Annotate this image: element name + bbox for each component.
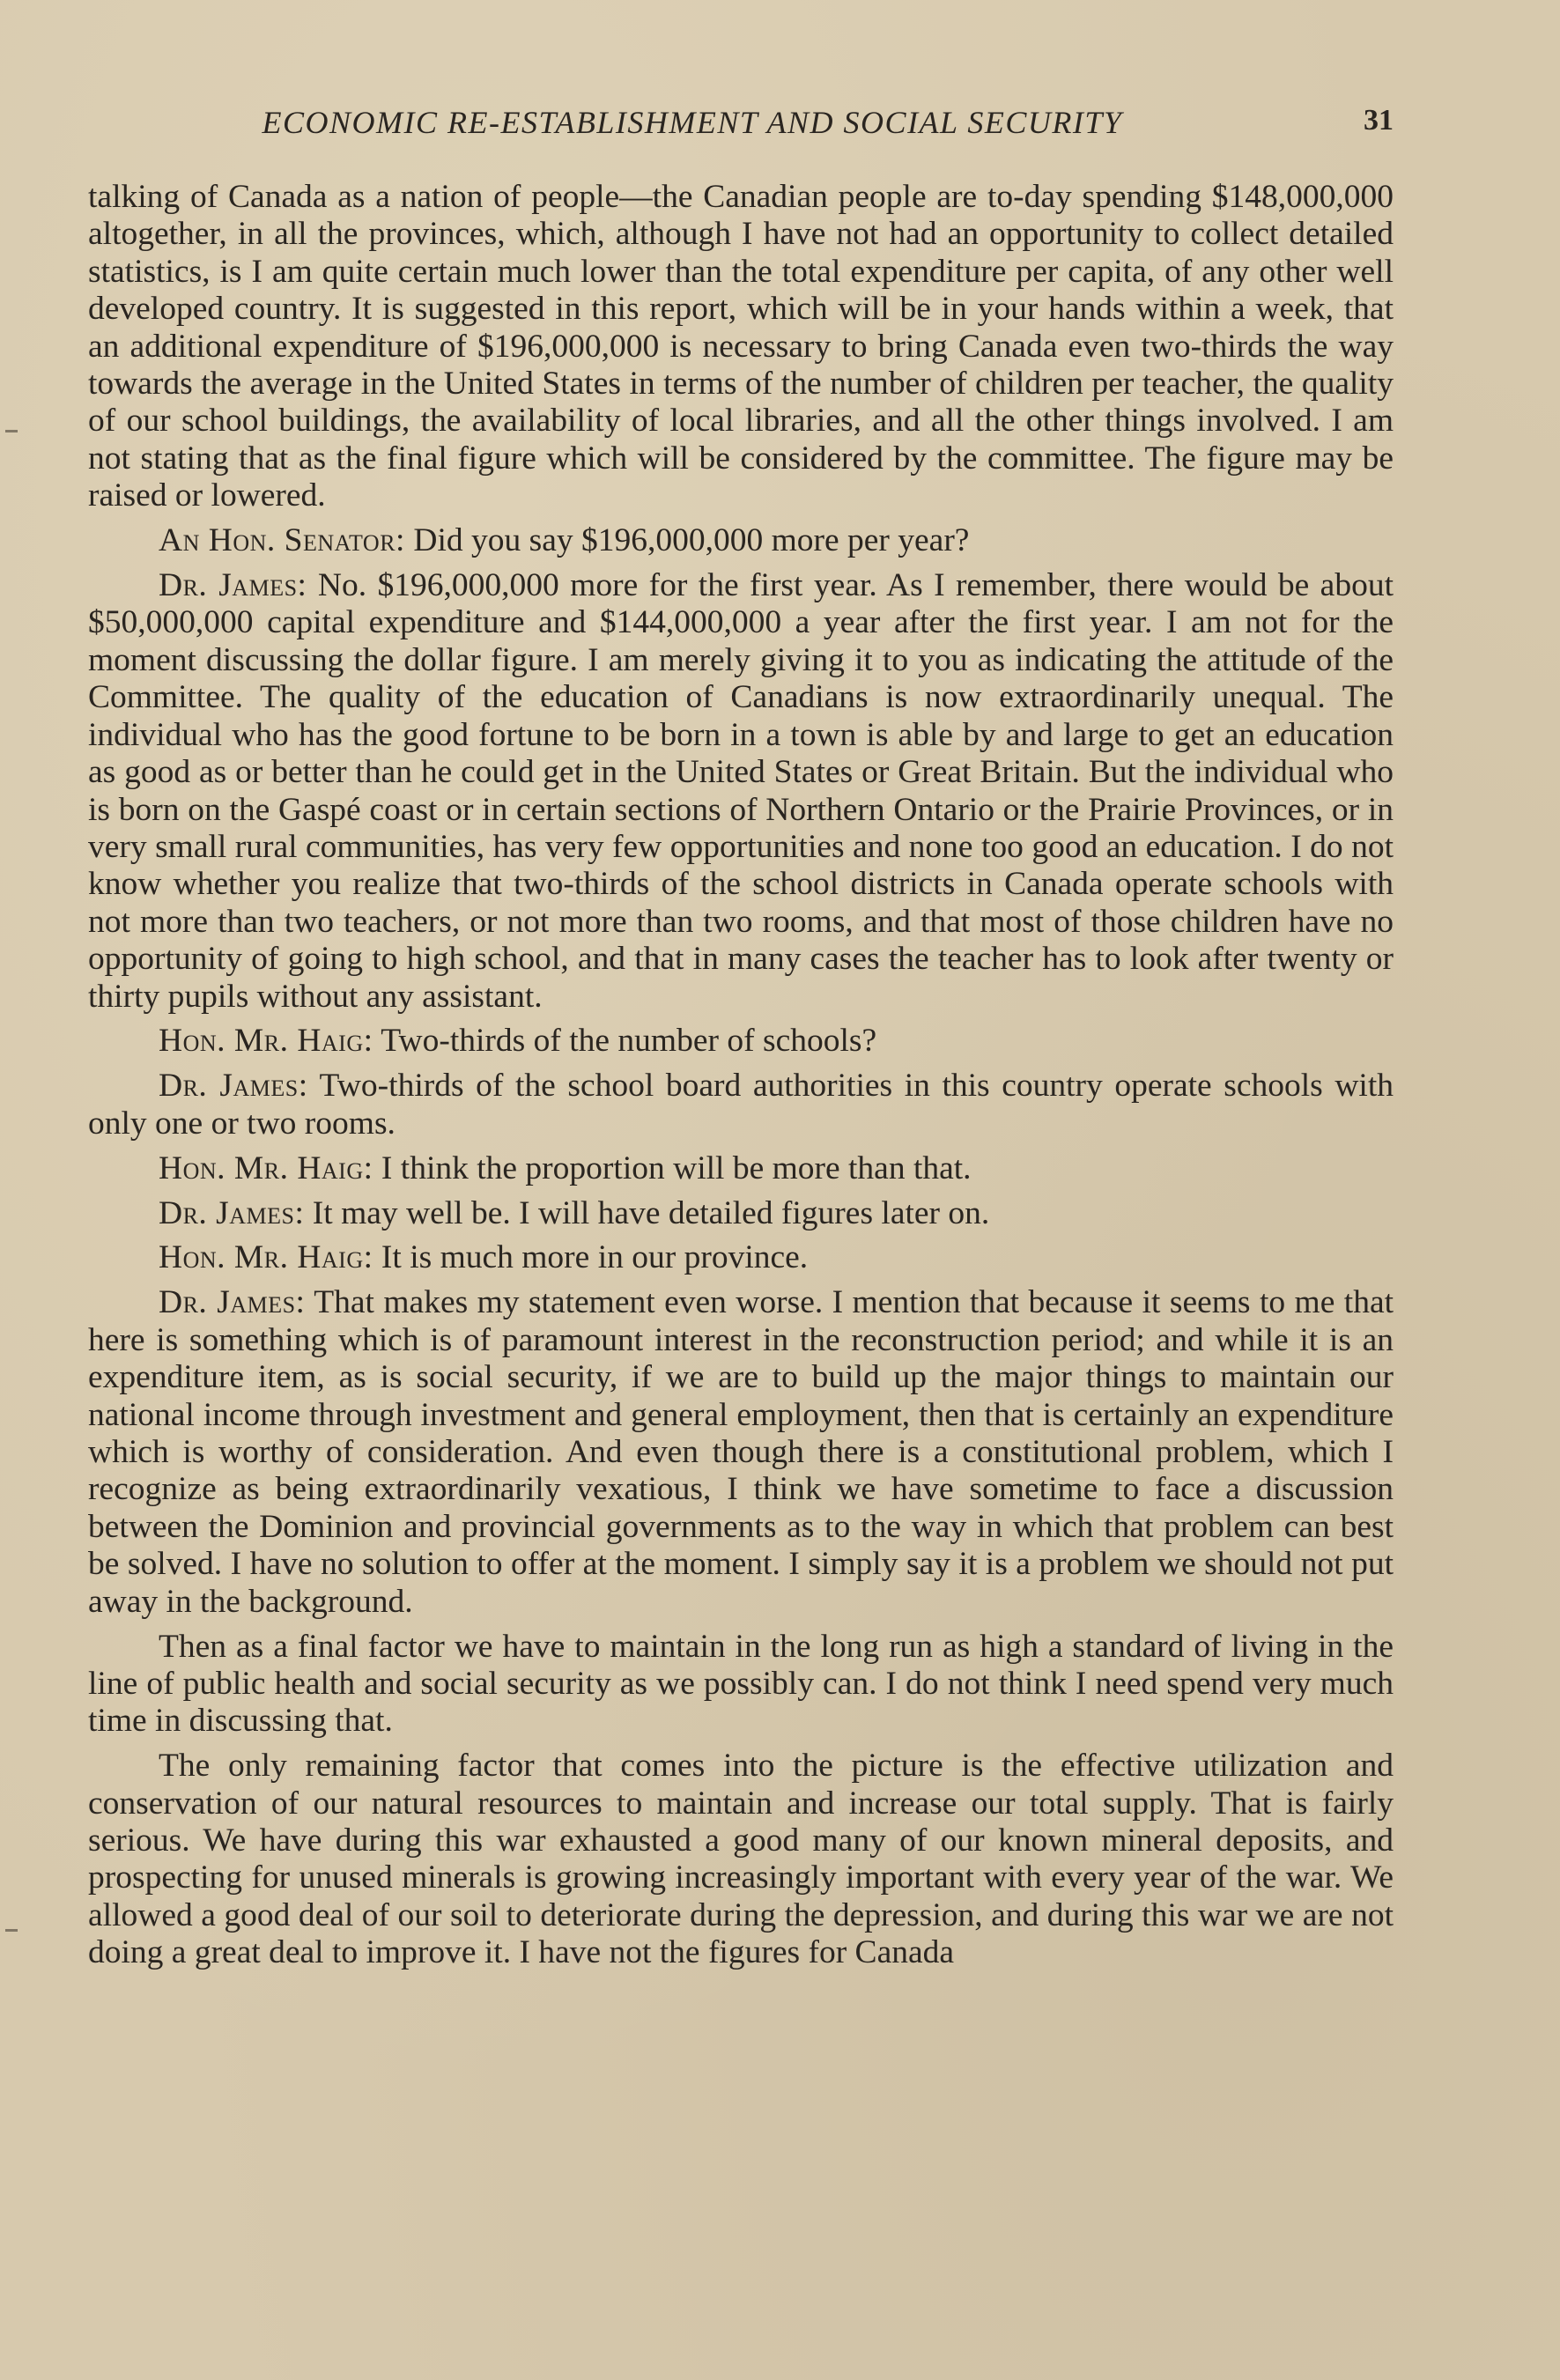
dialogue-paragraph [88,1068,1394,1142]
paragraph-text: Two-thirds of the number of schools? [381,1023,877,1060]
paragraph-text: It is much more in our province. [381,1239,809,1276]
page-header [88,104,1394,157]
paragraph-text: That makes my statement even worse. I mention that because it seems to me that here is something which is of paramount interest in the reconstruction period; and while it is an expenditure item, as is social security, if we are to build up the major things to maintain our national income through investment and general employment, then that is certainly an expenditure which is worthy of consideration. And even though there is a constitutional problem, which I recognize as being extraordinarily vexatious, I think we have sometime to face a discussion between the Dominion and provincial governments as to the way in which that problem can best be solved. I have no solution to offer at the moment. I simply say it is a problem we should not put away in the background. [88,1284,1394,1620]
paragraph-text: Then as a final factor we have to maintain in the long run as high a standard of living in the line of public health and social security as we possibly can. I do not think I need spend very much time in discussing that. [88,1628,1394,1740]
paragraph-text: The only remaining factor that comes into the picture is the effective utilization and conservation of our natural resources to maintain and increase our total supply. That is fairly serious. We have during this war exhausted a good many of our known mineral deposits, and prospecting for unused minerals is growing increasingly important with every year of the war. We allowed a good deal of our soil to deteriorate during the depression, and during this war we are not doing a great deal to improve it. I have not the figures for Canada [88,1748,1394,1971]
paragraph-text: No. $196,000,000 more for the first year. As I remember, there would be about $50,000,000 capital expenditure and $144,000,000 a year after the first year. I am not for the moment discussing the dollar figure. I am merely giving it to you as indicating the attitude of the Committee. The quality of the education of Canadians is now extraordinarily unequal. The individual who has the good fortune to be born in a town is able by and large to get an education as good as or better than he could get in the United States or Great Britain. But the individual who is born on the Gaspé coast or in certain sections of Northern Ontario or the Prairie Provinces, or in very small rural communities, has very few opportunities and none too good an education. I do not know whether you realize that two-thirds of the school districts in Canada operate schools with not more than two teachers, or not more than two rooms, and that most of those children have no opportunity of going to high school, and that in many cases the teacher has to look after twenty or thirty pupils without any assistant. [88,567,1394,1015]
paragraph [88,179,1394,515]
speaker-name: Dr. James: [159,1284,306,1321]
dialogue-paragraph [88,1239,1394,1276]
speaker-name: An Hon. Senator: [159,522,405,559]
paragraph-text: talking of Canada as a nation of people—the Canadian people are to-day spending $148,000,000 altogether, in all the provinces, which, although I have not had an opportunity to collect detailed statistics, is I am quite certain much lower than the total expenditure per capita, of any other well developed country. It is suggested in this report, which will be in your hands within a week, that an additional expenditure of $196,000,000 is necessary to bring Canada even two-thirds the way towards the average in the United States in terms of the number of children per teacher, the quality of our school buildings, the availability of local libraries, and all the other things involved. I am not stating that as the final figure which will be considered by the committee. The figure may be raised or lowered. [88,179,1394,514]
speaker-name: Dr. James: [159,1068,308,1105]
page-edge-mark [5,1929,18,1932]
paragraph-text: I think the proportion will be more than that. [381,1149,972,1186]
dialogue-paragraph [88,1284,1394,1621]
speaker-name: Hon. Mr. Haig: [159,1239,373,1276]
dialogue-paragraph [88,567,1394,1016]
speaker-name: Dr. James: [159,1194,305,1231]
dialogue-paragraph [88,1150,1394,1187]
page-edge-mark [5,430,18,432]
speaker-name: Dr. James: [159,567,307,604]
dialogue-paragraph [88,1023,1394,1060]
paragraph [88,1748,1394,1971]
page-number: 31 [1364,104,1394,137]
dialogue-paragraph [88,1195,1394,1232]
speaker-name: Hon. Mr. Haig: [159,1023,373,1060]
paragraph-text: Two-thirds of the school board authorities in this country operate schools with only one or two rooms. [88,1068,1394,1142]
body-text [88,179,1394,1979]
paragraph-text: It may well be. I will have detailed figures later on. [312,1194,990,1231]
running-head: ECONOMIC RE-ESTABLISHMENT AND SOCIAL SECURITY [262,105,1123,140]
dialogue-paragraph [88,522,1394,559]
paragraph [88,1629,1394,1741]
paragraph-text: Did you say $196,000,000 more per year? [413,522,970,559]
speaker-name: Hon. Mr. Haig: [159,1149,373,1186]
